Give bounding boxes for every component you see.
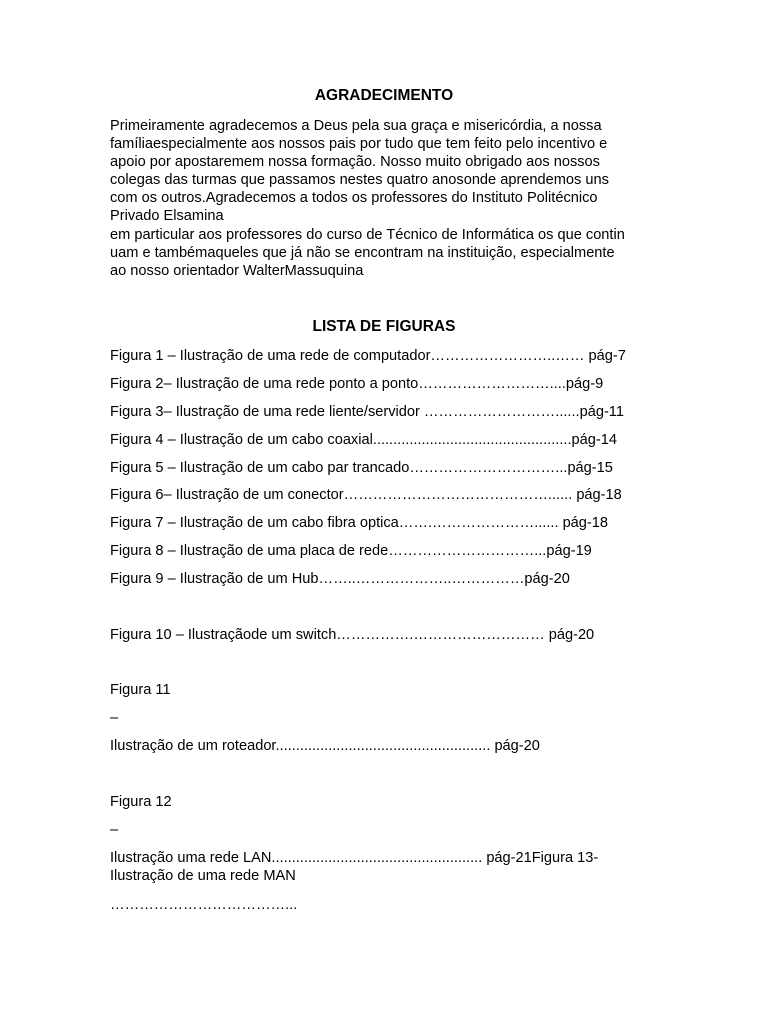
paragraph-line: apoio por apostaremem nossa formação. Nosso muito obrigado aos nossos <box>110 154 600 171</box>
paragraph-line: com os outros.Agradecemos a todos os professores do Instituto Politécnico <box>110 190 598 207</box>
paragraph-line: ao nosso orientador WalterMassuquina <box>110 262 364 279</box>
figure-entry: Figura 3– Ilustração de uma rede liente/servidor ………………………......pág-11 <box>110 404 624 420</box>
paragraph-line: colegas das turmas que passamos nestes quatro anosonde aprendemos uns <box>110 172 609 189</box>
paragraph-line: Primeiramente agradecemos a Deus pela sua graça e misericórdia, a nossa <box>110 118 602 134</box>
figure-entry: Figura 7 – Ilustração de um cabo fibra optica…….…………………...... pág-18 <box>110 515 609 531</box>
paragraph-line: famíliaespecialmente aos nossos pais por tudo que tem feito pelo incentivo e <box>110 136 608 153</box>
figure-entry: Figura 6– Ilustração de um conector……………………………………...... pág-18 <box>110 487 622 503</box>
figures-list-title: LISTA DE FIGURAS <box>312 318 456 335</box>
figure-entry: – <box>110 710 119 726</box>
figure-entry: Ilustração de uma rede MAN <box>110 868 296 884</box>
figure-entry: Figura 2– Ilustração de uma rede ponto a ponto………………………....pág-9 <box>110 376 604 392</box>
figure-entry: Ilustração de um roteador..................................................... pág-20 <box>110 738 540 754</box>
figure-entry: Figura 1 – Ilustração de uma rede de computador……………………..…… pág-7 <box>110 348 626 364</box>
figure-entry: Figura 4 – Ilustração de um cabo coaxial.................................................pág-14 <box>110 432 617 448</box>
figure-entry: Figura 5 – Ilustração de um cabo par trancado…………………………...pág-15 <box>110 460 613 476</box>
paragraph-line: Privado Elsamina <box>110 208 224 225</box>
figure-entry: Ilustração uma rede LAN.................................................... pág-21Figura 13- <box>110 850 599 866</box>
acknowledgement-paragraph <box>110 117 670 280</box>
figure-entry: Figura 9 – Ilustração de um Hub……..………………..……………pág-20 <box>110 571 570 587</box>
paragraph-line: em particular aos professores do curso de Técnico de Informática os que contin <box>110 226 625 243</box>
figure-entry: Figura 8 – Ilustração de uma placa de rede…………………………...pág-19 <box>110 543 592 559</box>
figure-entry: Figura 12 <box>110 794 172 810</box>
acknowledgement-title: AGRADECIMENTO <box>314 87 454 104</box>
figure-entry: – <box>110 822 119 838</box>
paragraph-line: uam e tambémaqueles que já não se encontram na instituição, especialmente <box>110 244 615 261</box>
figure-entry: Figura 10 – Ilustraçãode um switch…………….……………………… pág-20 <box>110 627 595 643</box>
figure-entry: ………………………………... <box>110 897 298 913</box>
figure-entry: Figura 11 <box>110 682 171 698</box>
